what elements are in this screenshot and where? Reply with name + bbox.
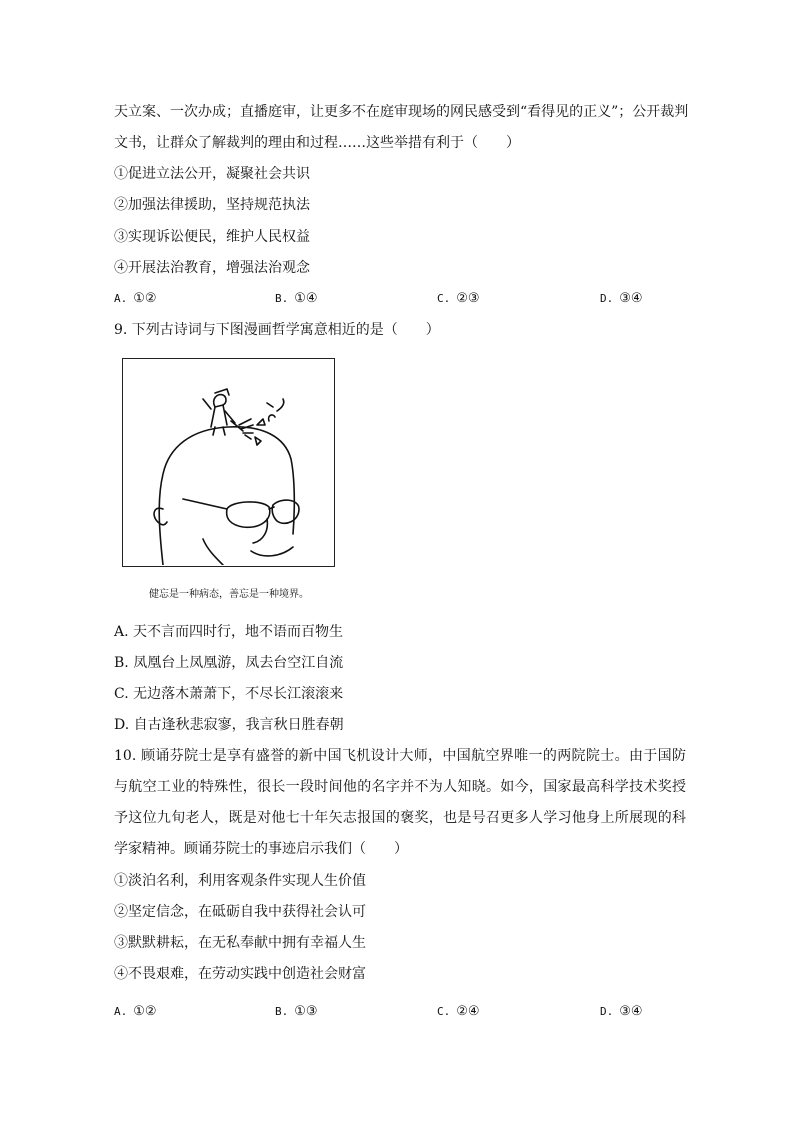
q10-item-3: ③默默耕耘，在无私奉献中拥有幸福人生 xyxy=(114,935,366,951)
q9-choice-a[interactable]: A. 天不言而四时行，地不语而百物生 xyxy=(114,624,344,640)
q10-choice-d[interactable]: D. ③④ xyxy=(600,1004,643,1019)
q8-choice-c[interactable]: C. ②③ xyxy=(437,291,480,306)
q10-stem: 10. 顾诵芬院士是享有盛誉的新中国飞机设计大师，中国航空界唯一的两院院士。由于国防与航空工业的特殊性，很长一段时间他的名字并不为人知晓。如今，国家最高科学技术奖授予这位九旬老人，既是对他七十年矢志报国的褒奖，也是号召更多人学习他身上所展现的科学家精神。顾诵芬院士的事迹启示我们（ ） xyxy=(114,748,686,857)
q10-item-4: ④不畏艰难，在劳动实践中创造社会财富 xyxy=(114,966,366,982)
q8-choice-d[interactable]: D. ③④ xyxy=(600,291,643,306)
cartoon-caption: 健忘是一种病态，善忘是一种境界。 xyxy=(149,589,309,600)
q10-choice-c[interactable]: C. ②④ xyxy=(437,1004,480,1019)
q10-choice-a[interactable]: A. ①② xyxy=(114,1004,157,1019)
q8-choice-b[interactable]: B. ①④ xyxy=(275,291,318,306)
cartoon-image xyxy=(122,358,335,567)
q9-choice-d[interactable]: D. 自古逢秋悲寂寥，我言秋日胜春朝 xyxy=(114,717,344,733)
q10-choice-b[interactable]: B. ①③ xyxy=(275,1004,318,1019)
q9-stem: 9. 下列古诗词与下图漫画哲学寓意相近的是（ ） xyxy=(114,322,440,338)
q8-choice-a[interactable]: A. ①② xyxy=(114,291,157,306)
q8-stem-line2: 文书，让群众了解裁判的理由和过程……这些举措有利于（ ） xyxy=(114,135,520,151)
q8-item-3: ③实现诉讼便民，维护人民权益 xyxy=(114,229,310,245)
q10-item-1: ①淡泊名利，利用客观条件实现人生价值 xyxy=(114,873,366,889)
q9-choice-b[interactable]: B. 凤凰台上凤凰游，凤去台空江自流 xyxy=(114,655,344,671)
cartoon-drawing xyxy=(123,359,333,565)
q8-item-2: ②加强法律援助，坚持规范执法 xyxy=(114,197,310,213)
q9-choice-c[interactable]: C. 无边落木萧萧下，不尽长江滚滚来 xyxy=(114,686,344,702)
q8-stem-line1: 天立案、一次办成；直播庭审，让更多不在庭审现场的网民感受到“看得见的正义”；公开裁判 xyxy=(114,104,689,120)
q8-item-4: ④开展法治教育，增强法治观念 xyxy=(114,260,310,276)
q8-item-1: ①促进立法公开，凝聚社会共识 xyxy=(114,166,310,182)
q10-item-2: ②坚定信念，在砥砺自我中获得社会认可 xyxy=(114,904,366,920)
